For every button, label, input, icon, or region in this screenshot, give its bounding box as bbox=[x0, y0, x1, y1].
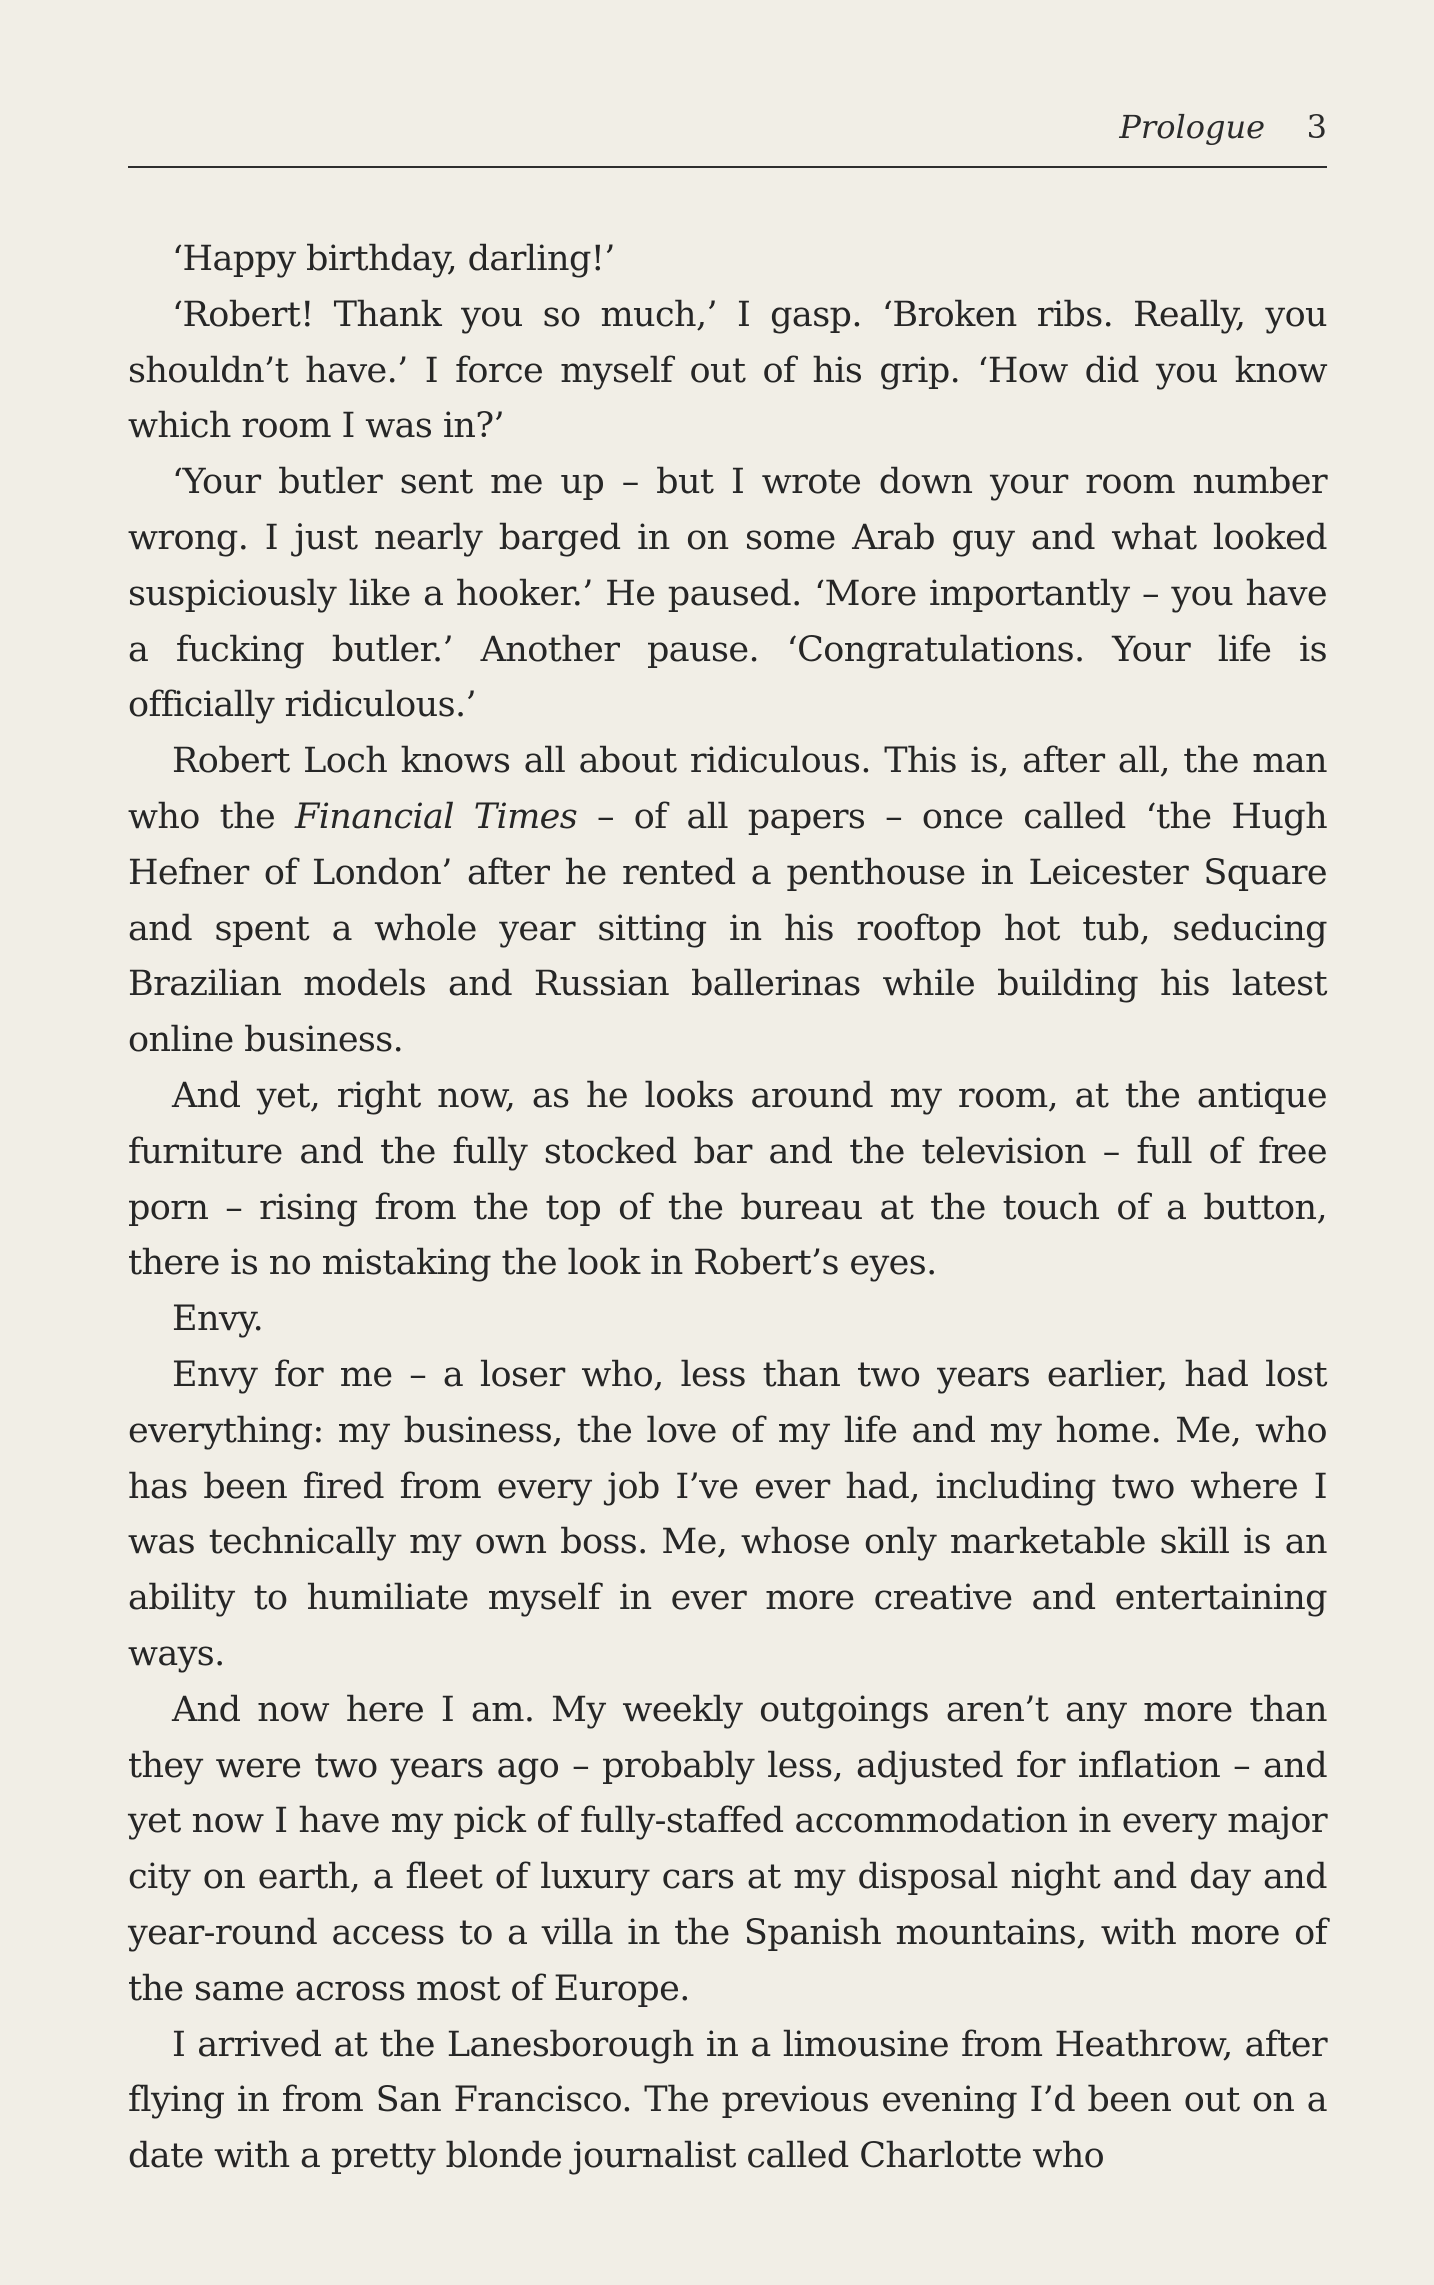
paragraph: I arrived at the Lanesborough in a limousine from Heathrow, after flying in from San Francisco. The previous evening I’d been out on a date with a pretty blonde journalist called Charlotte who bbox=[128, 2024, 1327, 2177]
body-text bbox=[128, 232, 1327, 2185]
paragraph: And yet, right now, as he looks around my room, at the antique furniture and the fully stocked bar and the television – full of free porn – rising from the top of the bureau at the touch of a button, there is no mistaking the look in Robert’s eyes. bbox=[128, 1075, 1327, 1284]
paragraph bbox=[128, 734, 1327, 1069]
paragraph: Envy for me – a loser who, less than two years earlier, had lost everything: my business, the love of my life and my home. Me, who has been fired from every job I’ve ever had, including two where I was technically my own boss. Me, whose only marketable skill is an ability to humiliate myself in ever more creative and entertaining ways. bbox=[128, 1354, 1327, 1674]
italic-title: Financial Times bbox=[295, 796, 578, 837]
paragraph: And now here I am. My weekly outgoings aren’t any more than they were two years ago – probably less, adjusted for inflation – and yet now I have my pick of fully-staffed accommodation in every major city on earth, a fleet of luxury cars at my disposal night and day and year-round access to a villa in the Spanish mountains, with more of the same across most of Europe. bbox=[128, 1689, 1327, 2009]
running-head: Prologue bbox=[1119, 108, 1265, 146]
page-header bbox=[128, 104, 1327, 148]
header-rule bbox=[128, 166, 1327, 168]
page-number: 3 bbox=[1306, 108, 1327, 146]
paragraph: ‘Your butler sent me up – but I wrote down your room number wrong. I just nearly barged in on some Arab guy and what looked suspiciously like a hooker.’ He paused. ‘More importantly – you have a fucking butler.’ Another pause. ‘Congratulations. Your life is officially ridiculous.’ bbox=[128, 462, 1327, 726]
paragraph: ‘Happy birthday, darling!’ bbox=[172, 239, 615, 279]
paragraph-text: Robert Loch knows all about ridiculous. This is, after all, the man who the bbox=[128, 741, 1327, 837]
paragraph: ‘Robert! Thank you so much,’ I gasp. ‘Broken ribs. Really, you shouldn’t have.’ I force myself out of his grip. ‘How did you know which room I was in?’ bbox=[128, 294, 1327, 447]
paragraph: Envy. bbox=[172, 1299, 264, 1340]
paragraph-text: – of all papers – once called ‘the Hugh Hefner of London’ after he rented a penthouse in Leicester Square and spent a whole year sitting in his rooftop hot tub, seducing Brazilian models and Russian ballerinas while building his latest online business. bbox=[128, 796, 1328, 1061]
